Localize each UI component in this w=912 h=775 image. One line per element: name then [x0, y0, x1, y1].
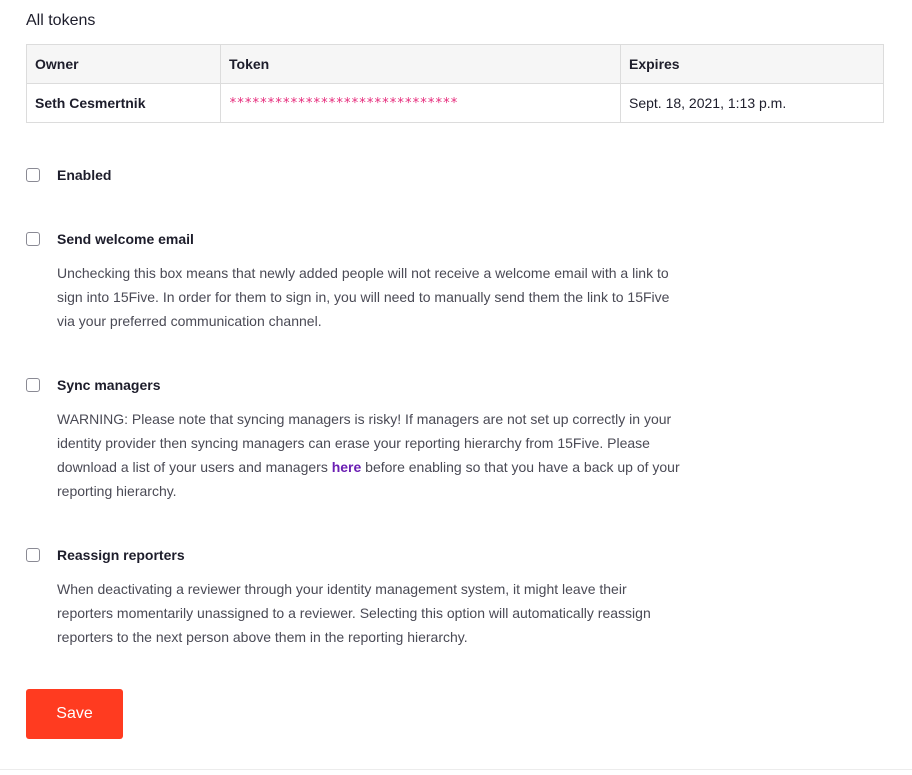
sync-managers-description-text: WARNING: Please note that syncing managers is risky! If managers are not set up correctly in your identity provider then syncing managers can erase your reporting hierarchy from 15Five. Please download a list of your users and managers — [57, 411, 672, 475]
reassign-reporters-label[interactable]: Reassign reporters — [57, 547, 185, 563]
column-header-token: Token — [221, 45, 621, 84]
sync-managers-description — [57, 407, 686, 503]
tokens-table — [26, 44, 884, 123]
welcome-email-option — [26, 231, 686, 333]
token-expires-cell: Sept. 18, 2021, 1:13 p.m. — [621, 84, 884, 123]
column-header-expires: Expires — [621, 45, 884, 84]
all-tokens-heading: All tokens — [26, 12, 96, 29]
reassign-reporters-checkbox[interactable] — [26, 548, 40, 562]
divider — [0, 769, 912, 770]
enabled-checkbox[interactable] — [26, 168, 40, 182]
save-button[interactable]: Save — [26, 689, 123, 739]
sync-managers-label[interactable]: Sync managers — [57, 377, 161, 393]
enabled-label[interactable]: Enabled — [57, 167, 112, 183]
table-row — [27, 84, 884, 123]
column-header-owner: Owner — [27, 45, 221, 84]
token-owner-cell: Seth Cesmertnik — [27, 84, 221, 123]
welcome-email-label[interactable]: Send welcome email — [57, 231, 194, 247]
welcome-email-checkbox[interactable] — [26, 232, 40, 246]
reassign-reporters-option — [26, 547, 686, 649]
table-header-row — [27, 45, 884, 84]
sync-managers-description-text-end: before enabling so that you have a back up of your reporting hierarchy. — [57, 459, 680, 499]
download-users-link[interactable]: here — [331, 459, 362, 475]
sync-managers-checkbox[interactable] — [26, 378, 40, 392]
welcome-email-description: Unchecking this box means that newly added people will not receive a welcome email with a link to sign into 15Five. In order for them to sign in, you will need to manually send them the link to 15Five via your preferred communication channel. — [57, 265, 670, 329]
sync-managers-option — [26, 377, 686, 503]
token-value-cell: ****************************** — [221, 84, 621, 123]
enabled-option — [26, 167, 686, 183]
reassign-reporters-description: When deactivating a reviewer through your identity management system, it might leave their reporters momentarily unassigned to a reviewer. Selecting this option will automatically reassign reporters to the next person above them in the reporting hierarchy. — [57, 581, 651, 645]
